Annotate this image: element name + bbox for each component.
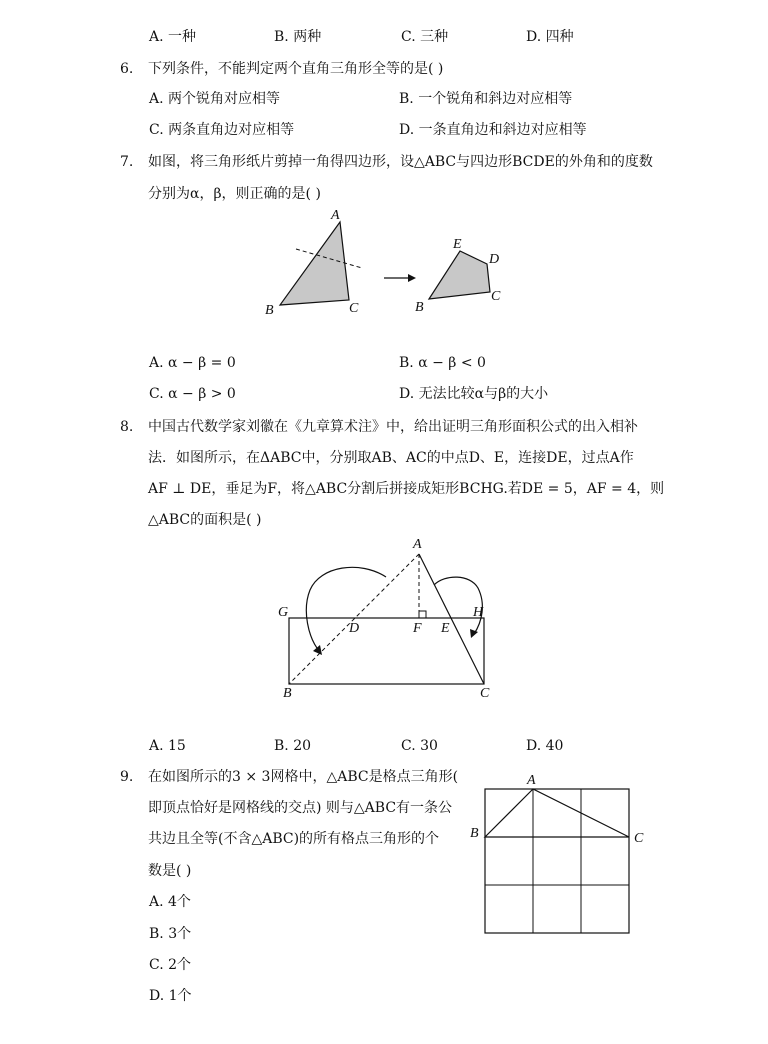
q7-number: 7.: [120, 154, 134, 170]
q7-label-E: E: [453, 237, 462, 252]
q8-option-b: B. 20: [274, 738, 312, 754]
q6-stem: 下列条件，不能判定两个直角三角形全等的是( ): [148, 61, 444, 77]
q7-option-d: D. 无法比较α与β的大小: [399, 386, 549, 402]
q8-stem-line3: AF ⊥ DE，垂足为F，将△ABC分割后拼接成矩形BCHG.若DE = 5，AF = 4，则: [148, 481, 665, 497]
q8-label-G: G: [278, 605, 289, 620]
q7-stem-line1: 如图，将三角形纸片剪掉一角得四边形，设△ABC与四边形BCDE的外角和的度数: [148, 154, 653, 170]
q9-stem-line2: 即顶点恰好是网格线的交点) 则与△ABC有一条公: [148, 800, 453, 816]
q9-stem-line1: 在如图所示的3 × 3网格中，△ABC是格点三角形(: [148, 769, 459, 785]
q9-label-A: A: [527, 773, 536, 788]
q9-stem-line3: 共边且全等(不含△ABC)的所有格点三角形的个: [148, 831, 440, 847]
q9-stem-line4: 数是( ): [148, 863, 192, 879]
q9-option-d: D. 1个: [149, 988, 192, 1004]
q9-option-b: B. 3个: [149, 926, 192, 942]
q7-label-B2: B: [415, 300, 424, 315]
q8-stem-line4: △ABC的面积是( ): [148, 512, 262, 528]
q8-label-A: A: [413, 537, 422, 552]
q9-label-B: B: [470, 826, 479, 841]
q8-label-H: H: [473, 605, 484, 620]
q6-number: 6.: [120, 61, 134, 77]
q7-option-c: C. α − β > 0: [149, 386, 236, 402]
q8-option-d: D. 40: [526, 738, 564, 754]
q7-label-A: A: [331, 208, 340, 223]
q8-label-B: B: [283, 686, 292, 701]
q8-stem-line2: 法．如图所示，在ΔABC中，分别取AB、AC的中点D、E，连接DE，过点A作: [148, 450, 634, 466]
q9-triangle-ABC: [485, 789, 629, 837]
q8-option-c: C. 30: [401, 738, 438, 754]
q6-option-d: D. 一条直角边和斜边对应相等: [399, 122, 587, 138]
q9-grid-border: [485, 789, 629, 933]
q6-option-a: A. 两个锐角对应相等: [149, 91, 281, 107]
q5-option-d: D. 四种: [526, 29, 574, 45]
q7-option-b: B. α − β < 0: [399, 355, 486, 371]
q8-option-a: A. 15: [149, 738, 186, 754]
q9-number: 9.: [120, 769, 134, 785]
q5-option-c: C. 三种: [401, 29, 449, 45]
q7-stem-line2: 分别为α，β，则正确的是( ): [148, 186, 321, 202]
q7-label-D: D: [489, 252, 500, 267]
q8-label-F: F: [413, 621, 422, 636]
q7-label-C2: C: [491, 289, 501, 304]
q9-option-c: C. 2个: [149, 957, 192, 973]
q5-option-b: B. 两种: [274, 29, 322, 45]
q6-option-b: B. 一个锐角和斜边对应相等: [399, 91, 573, 107]
q6-option-c: C. 两条直角边对应相等: [149, 122, 295, 138]
q7-label-B: B: [265, 303, 274, 318]
q8-number: 8.: [120, 419, 134, 435]
q7-label-C: C: [349, 301, 359, 316]
q8-stem-line1: 中国古代数学家刘徽在《九章算术注》中，给出证明三角形面积公式的出入相补: [148, 419, 638, 435]
q9-label-C: C: [634, 831, 644, 846]
q7-option-a: A. α − β = 0: [149, 355, 236, 371]
q8-label-D: D: [349, 621, 360, 636]
q8-label-C: C: [480, 686, 490, 701]
q5-option-a: A. 一种: [149, 29, 197, 45]
q9-option-a: A. 4个: [149, 894, 191, 910]
q8-label-E: E: [441, 621, 450, 636]
